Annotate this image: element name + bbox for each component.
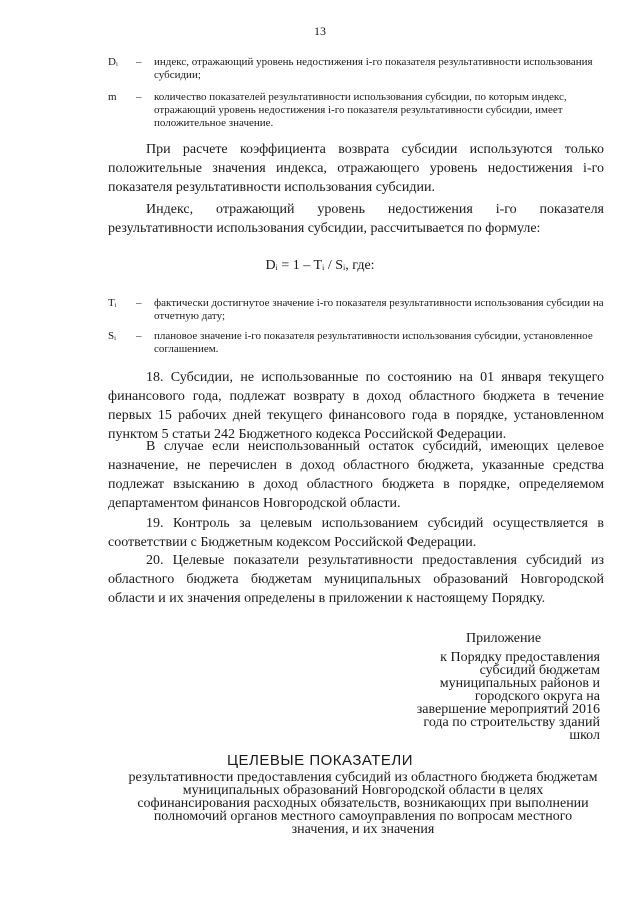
- definition-symbol: Sᵢ: [108, 330, 116, 342]
- section-title: ЦЕЛЕВЫЕ ПОКАЗАТЕЛИ: [226, 752, 414, 769]
- definition-m: [108, 91, 604, 130]
- appendix-note: к Порядку предоставления субсидий бюджетам муниципальных районов и городского округа на завершение мероприятий 2016 года по строительству зданий школ: [416, 650, 600, 743]
- definition-t-i: [108, 297, 604, 323]
- paragraph-index-formula-intro: Индекс, отражающий уровень недостижения i-го показателя результативности использования субсидии, рассчитывается по формуле:: [108, 202, 604, 236]
- formula: Dᵢ = 1 – Tᵢ / Sᵢ, где:: [265, 258, 375, 273]
- definition-text: индекс, отражающий уровень недостижения i-го показателя результативности использования субсидии;: [154, 56, 593, 81]
- page-number: 13: [314, 24, 326, 38]
- section-subtitle: результативности предоставления субсидий из областного бюджета бюджетам муниципальных образований Новгородской области в целях софинансирования расходных обязательств, возникающих при выполнении полномочий органов местного самоуправления по вопросам местного значения, и их значения: [128, 770, 598, 837]
- definition-dash: –: [136, 330, 142, 342]
- definition-dash: –: [136, 91, 142, 103]
- definition-dash: –: [136, 56, 142, 68]
- paragraph-unused-balance: В случае если неиспользованный остаток субсидий, имеющих целевое назначение, не перечислен в доход областного бюджета, указанные средства подлежат взысканию в доход областного бюджета в порядке, определяемом департаментом финансов Новгородской области.: [108, 439, 604, 511]
- definition-d-i: [108, 56, 604, 82]
- definition-text: плановое значение i-го показателя результативности использования субсидии, установленное соглашением.: [154, 330, 593, 355]
- definition-text: фактически достигнутое значение i-го показателя результативности использования субсидии на отчетную дату;: [154, 297, 604, 322]
- definition-symbol: Dᵢ: [108, 56, 118, 68]
- paragraph-positive-values: При расчете коэффициента возврата субсидии используются только положительные значения индекса, отражающего уровень недостижения i-го показателя результативности использования субсидии.: [108, 142, 604, 195]
- definition-symbol: Tᵢ: [108, 297, 117, 309]
- appendix-title: Приложение: [466, 631, 542, 646]
- definition-s-i: [108, 330, 604, 356]
- definition-text: количество показателей результативности использования субсидии, по которым индекс, отражающий уровень недостижения i-го показателя результативности субсидии, имеет положительное значение.: [154, 91, 567, 129]
- definition-dash: –: [136, 297, 142, 309]
- definition-symbol: m: [108, 91, 117, 103]
- paragraph-18: 18. Субсидии, не использованные по состоянию на 01 января текущего финансового года, подлежат возврату в доход областного бюджета в течение первых 15 рабочих дней текущего финансового года в порядке, установленном пунктом 5 статьи 242 Бюджетного кодекса Российской Федерации.: [108, 370, 604, 442]
- paragraph-19: 19. Контроль за целевым использованием субсидий осуществляется в соответствии с Бюджетным кодексом Российской Федерации.: [108, 516, 604, 550]
- paragraph-20: 20. Целевые показатели результативности предоставления субсидий из областного бюджета бюджетам муниципальных образований Новгородской области и их значения определены в приложении к настоящему Порядку.: [108, 553, 604, 606]
